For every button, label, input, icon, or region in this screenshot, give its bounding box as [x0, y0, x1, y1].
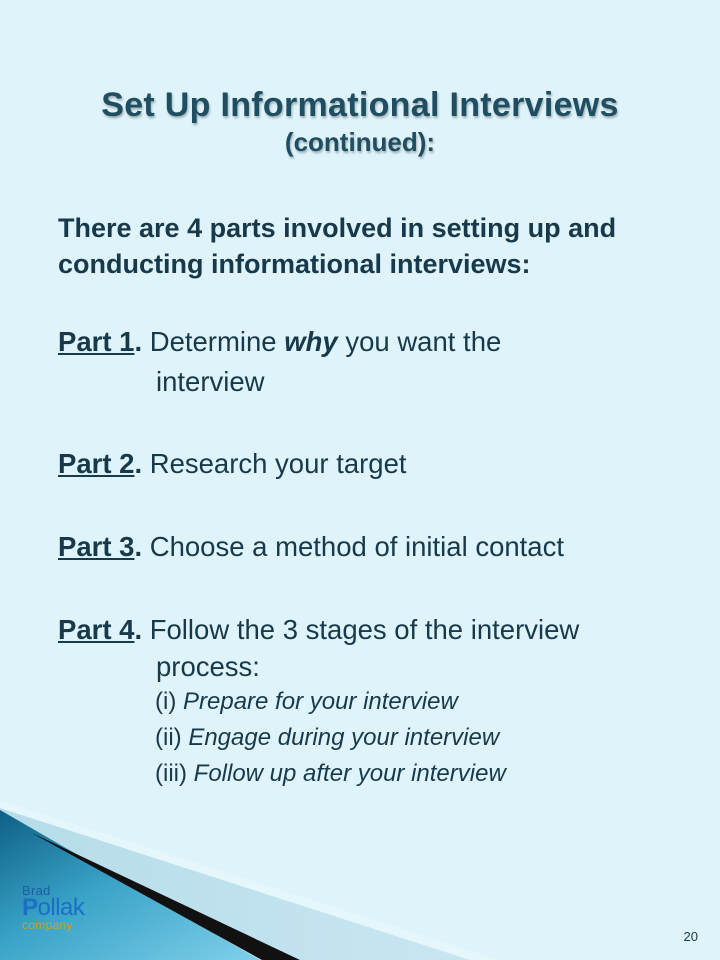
- logo-brad-text: Brad: [22, 883, 51, 898]
- stage-3-text: Follow up after your interview: [186, 760, 506, 787]
- title-line-2: (continued):: [284, 127, 436, 157]
- part-1-text-after: you want the: [337, 326, 502, 357]
- page-number: 20: [683, 929, 698, 944]
- part-1-emphasis: why: [284, 326, 338, 357]
- part-4: [58, 610, 698, 650]
- part-1-label: Part 1: [58, 326, 135, 357]
- part-4-continuation: process:: [156, 651, 260, 682]
- part-4-label: Part 4: [58, 614, 135, 645]
- slide-body: [58, 210, 698, 792]
- stage-1: [58, 684, 698, 720]
- title-line-1: Set Up Informational Interviews: [101, 86, 619, 124]
- part-3: [58, 527, 698, 567]
- part-2-label: Part 2: [58, 448, 135, 479]
- part-4-dot: .: [134, 614, 143, 645]
- stage-2-text: Engage during your interview: [181, 724, 500, 751]
- stage-3: [58, 756, 698, 792]
- part-1-continuation: interview: [156, 366, 265, 397]
- company-logo: [22, 884, 84, 931]
- intro-text: There are 4 parts involved in setting up and conducting informational interviews:: [58, 213, 617, 279]
- logo-pollak-text: [22, 896, 84, 920]
- part-4-text: Follow the 3 stages of the interview: [142, 614, 580, 645]
- stage-1-text: Prepare for your interview: [176, 688, 458, 715]
- logo-company-text: company: [22, 918, 73, 932]
- stage-3-number: (iii): [155, 760, 187, 787]
- stage-1-number: (i): [155, 688, 177, 715]
- part-2-dot: .: [134, 448, 143, 479]
- logo-pollak-rest: ollak: [37, 894, 85, 921]
- part-1-dot: .: [134, 326, 143, 357]
- part-3-text: Choose a method of initial contact: [142, 531, 564, 562]
- stage-2-number: (ii): [155, 724, 182, 751]
- slide-title: [0, 84, 720, 158]
- stage-2: [58, 720, 698, 756]
- part-3-label: Part 3: [58, 531, 135, 562]
- part-1-text-before: Determine: [142, 326, 285, 357]
- part-1: [58, 322, 698, 362]
- part-2: [58, 444, 698, 484]
- logo-pollak-initial: P: [22, 894, 38, 921]
- part-2-text: Research your target: [142, 448, 407, 479]
- part-3-dot: .: [134, 531, 143, 562]
